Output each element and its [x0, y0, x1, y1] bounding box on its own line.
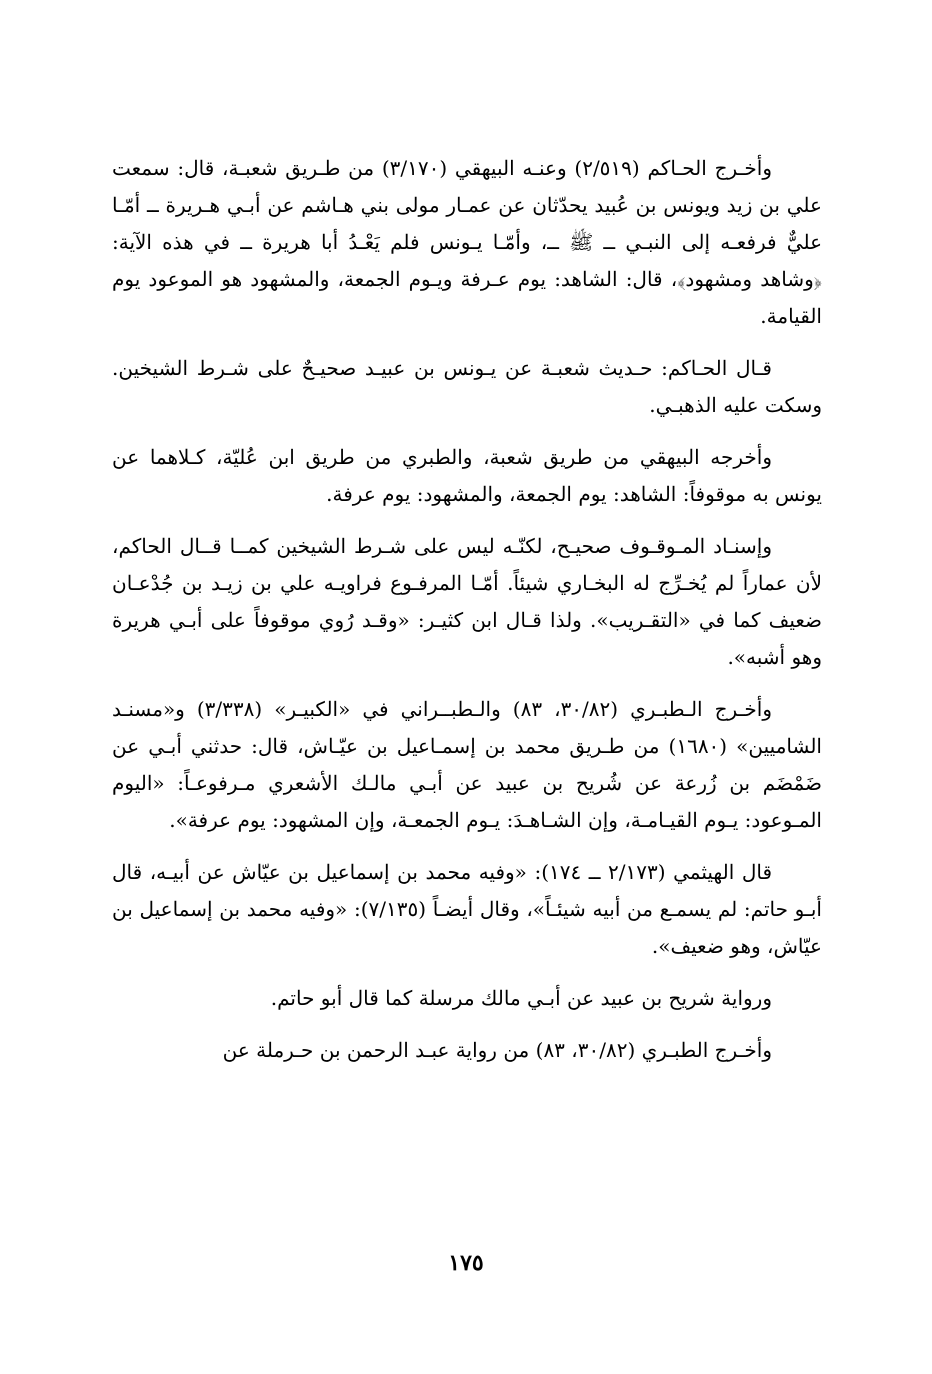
paragraph-bayhaqi-tabari: وأخرجه البيهقي من طريق شعبة، والطبري من طريق ابن عُليّة، كـلاهما عن يونس به موقوفاً: الشاهد: يوم الجمعة، والمشهود: يوم عرفة.: [112, 445, 822, 506]
page-number: ١٧٥: [448, 1250, 484, 1276]
paragraph-isnad-analysis: وإسنـاد المـوقـوف صحيـح، لكنّـه ليس على شـرط الشيخين كمــا قــال الحاكم، لأن عماراً لم يُخـرِّج له البخـاري شيئاً. أمّـا المرفـوع فراويـه علي بن زيـد بن جُدْعـان ضعيف كما في «التقـريب». ولذا قـال ابن كثيـر: «وقـد رُوي موقوفاً على أبـي هريرة وهو أشبه».: [112, 534, 822, 669]
paragraph-tabari-harmala: وأخـرج الطبـري (٣٠/٨٢، ٨٣) من رواية عبـد الرحمن بن حـرملة عن: [222, 1038, 772, 1062]
paragraph-haythami: قال الهيثمي (٢/١٧٣ ــ ١٧٤): «وفيه محمد بن إسماعيل بن عيّاش عن أبيـه، قال أبـو حاتم: لم يسمـع من أبيه شيئـاً»، وقال أيضـاً (٧/١٣٥): «وفيه محمد بن إسماعيل بن عيّاش، وهو ضعيف».: [112, 860, 822, 958]
paragraph-tabarani: وأخـرج الـطبـري (٣٠/٨٢، ٨٣) والـطبــراني في «الكبيـر» (٣/٣٣٨) و«مسنـد الشاميين» (١٦٨٠) من طـريق محمد بن إسمـاعيل بن عيّـاش، قال: حدثني أبـي عن ضَمْضَم بن زُرعة عن شُريح بن عبيد عن أبـي مالـك الأشعري مـرفوعـاً: «اليوم المـوعود: يـوم القيـامـة، وإن الشـاهـدَ: يـوم الجمعـة، وإن المشهود: يوم عرفة».: [112, 697, 822, 832]
page-body: [112, 150, 822, 1084]
paragraph-shurayh-mursal: ورواية شريح بن عبيد عن أبـي مالك مرسلة كما قال أبو حاتم.: [270, 986, 772, 1010]
paragraph-hakim-ruling: قـال الحـاكم: حـديث شعبـة عن يـونس بن عبيـد صحيـحٌ على شـرط الشيخين. وسكت عليه الذهبـي.: [112, 356, 822, 417]
paragraph-hakim-bayhaqi: وأخـرج الحـاكم (٢/٥١٩) وعنـه البيهقي (٣/١٧٠) من طـريق شعبـة، قال: سمعت علي بن زيد ويونس بن عُبيد يحدّثان عن عمـار مولى بني هـاشم عن أبـي هـريرة ــ أمّـا عليٌّ فرفعـه إلى النبـي ــ ﷺ ــ، وأمّـا يـونس فلم يَعْـدُ أبا هريرة ــ في هذه الآية: ﴿وشاهد ومشهود﴾، قال: الشاهد: يوم عـرفة ويـوم الجمعة، والمشهود هو الموعود يوم القيامة.: [112, 156, 822, 328]
